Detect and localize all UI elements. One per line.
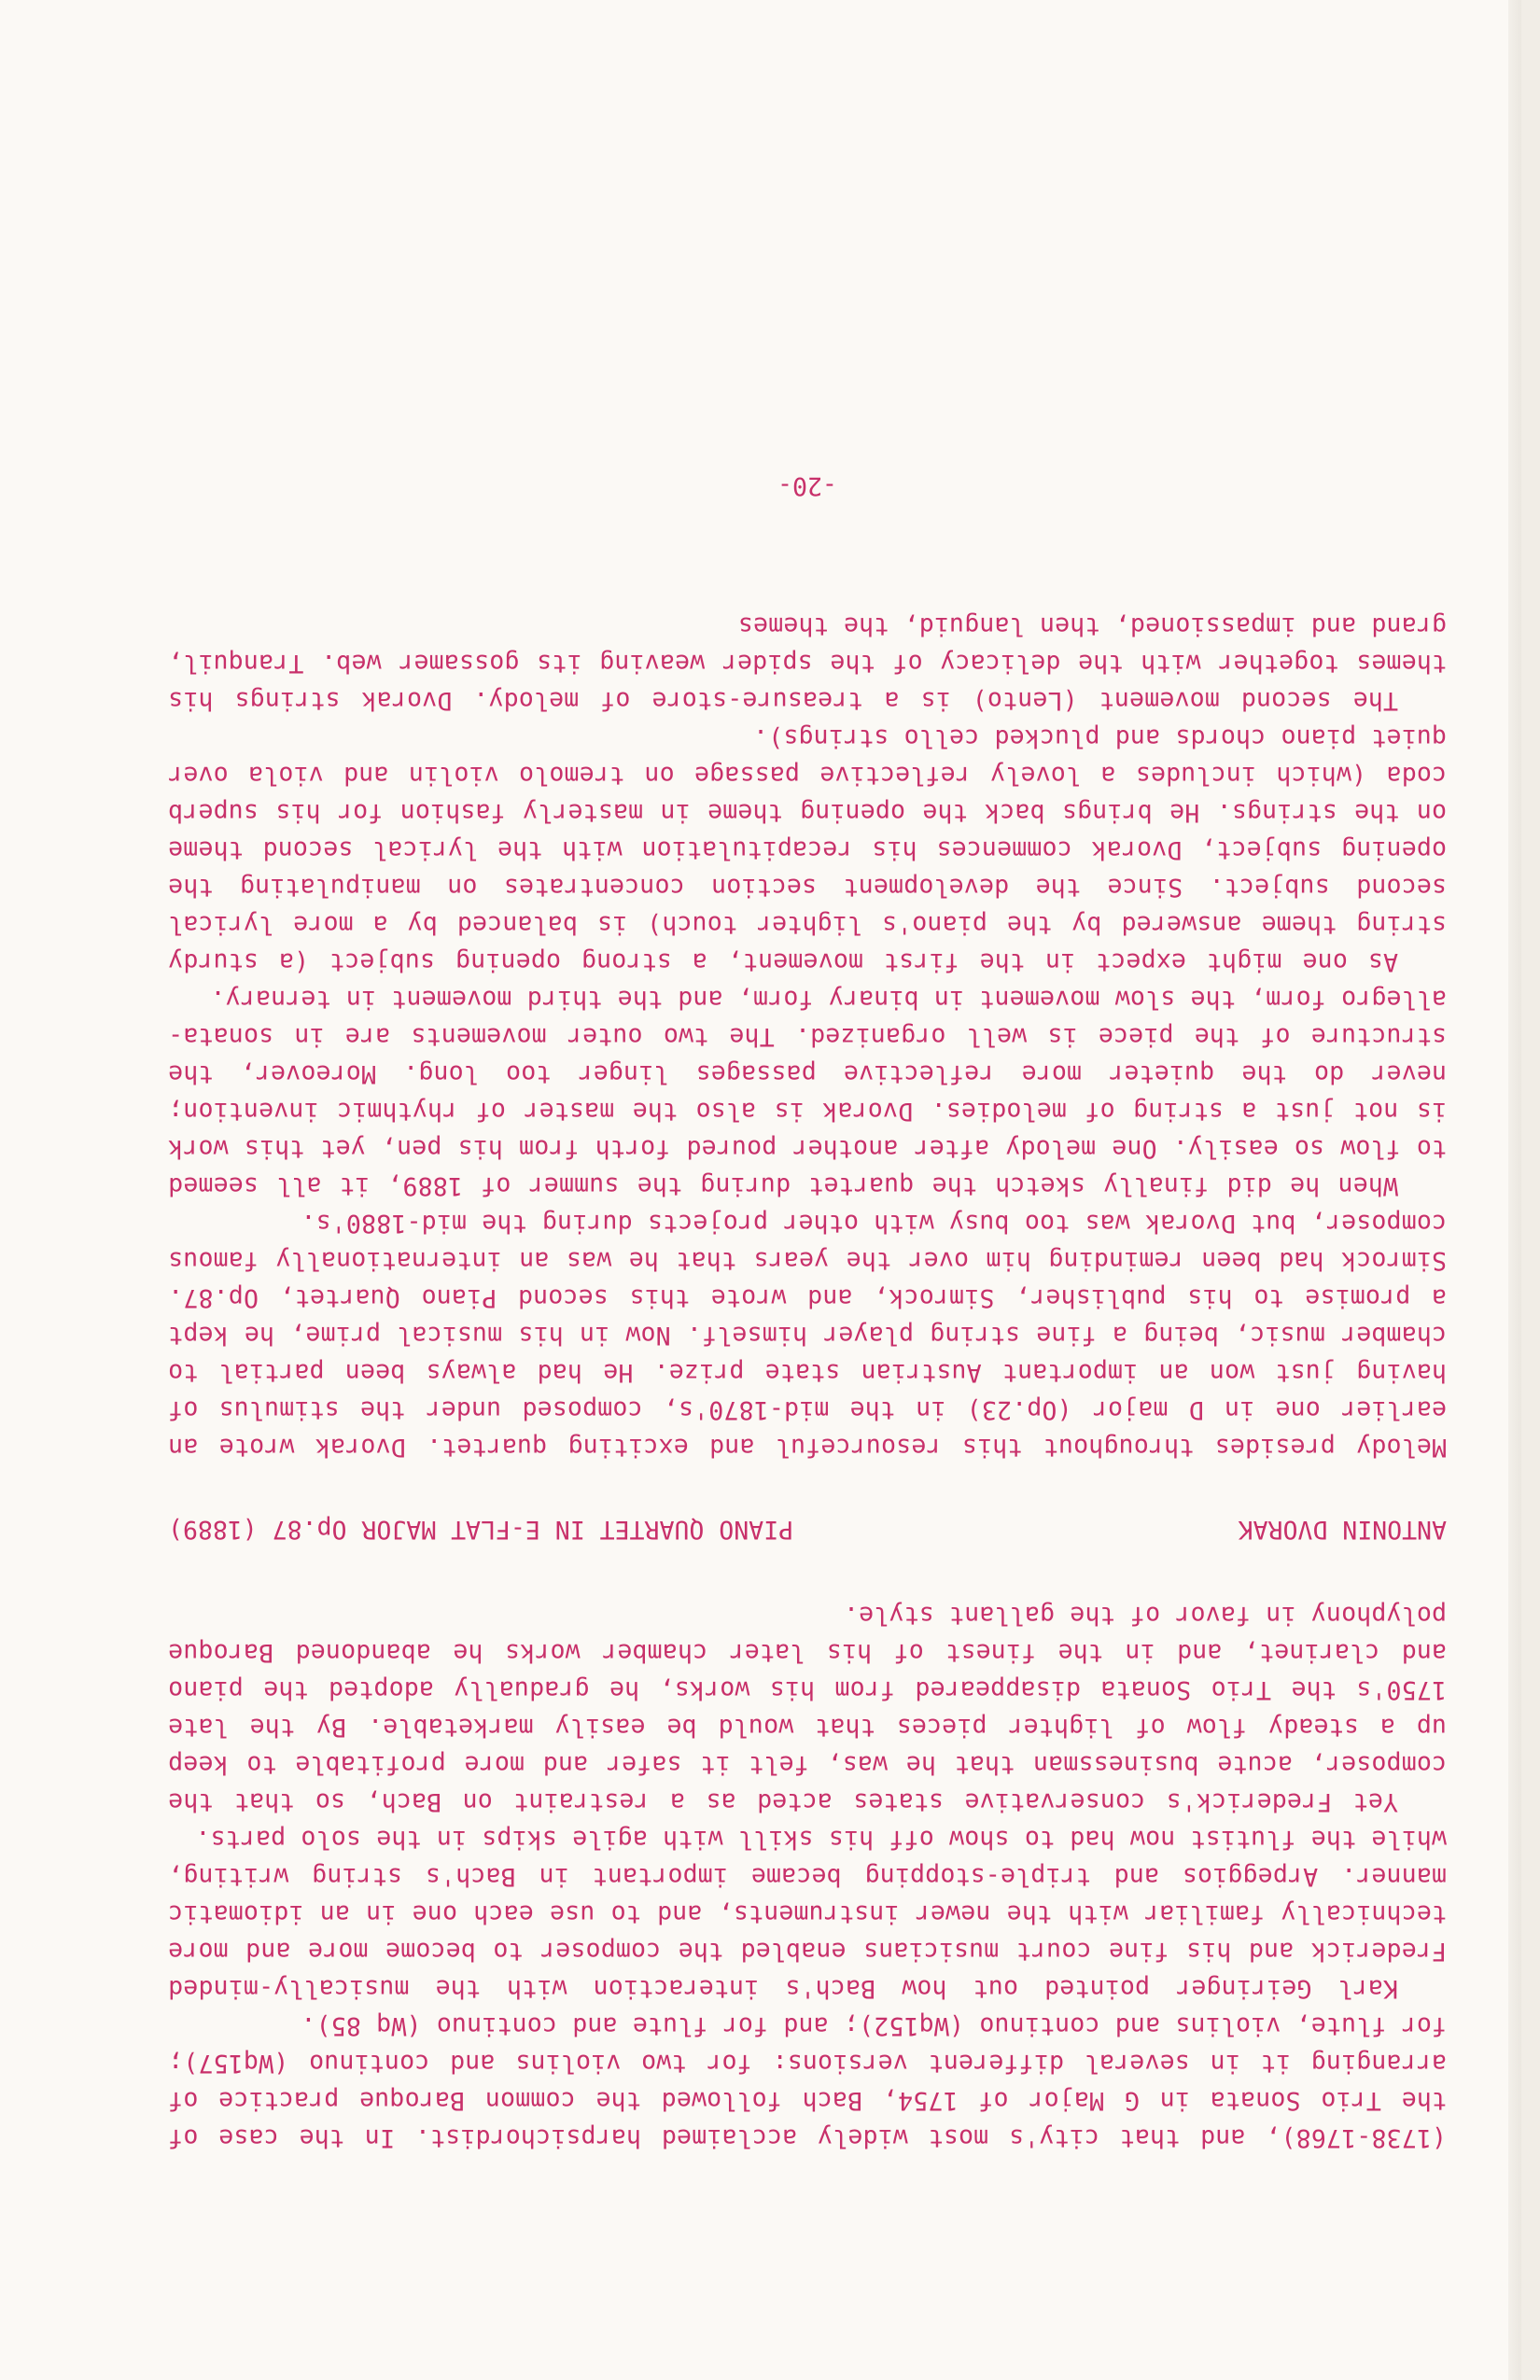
paragraph-frederick: Yet Frederick's conservative states acted as a restraint on Bach, so that the composer, acute businessman that he was, felt it safer and more profitable to keep up a steady flow of lighter pieces that would be easily marketable. By the late 1750's the Trio Sonata disappeared from his works, he gradually adopted the piano and clarinet, and in the finest of his later chamber works he abandoned Baroque polyphony in favor of the gallant style. [168, 1601, 1447, 1816]
paragraph-second-movement: The second movement (Lento) is a treasure-store of melody. Dvorak strings his themes together with the delicacy of the spider weaving its gossamer web. Tranquil, grand and impassioned, then languid, the themes [168, 611, 1447, 715]
page-number: -20- [777, 471, 837, 500]
section-heading [168, 1510, 1447, 1547]
paragraph-geiringer: Karl Geiringer pointed out how Bach's interaction with the musically-minded Frederick and his fine court musicians enabled the composer to become more and more technically familiar with the newer instruments, and to use each one in an idiomatic manner. Arpeggios and triple-stopping became important in Bach's string writing, while the flutist now had to show off his skill with agile skips in the solo parts. [168, 1825, 1447, 2003]
paragraph-melody-presides: Melody presides throughout this resourceful and exciting quartet. Dvorak wrote an earlier one in D major (Op.23) in the mid-1870's, composed under the stimulus of having just won an important Austrian state prize. He had always been partial to chamber music, being a fine string player himself. Now in his musical prime, he kept a promise to his publisher, Simrock, and wrote this second Piano Quartet, Op.87. Simrock had been reminding him over the years that he was an internationally famous composer, but Dvorak was too busy with other projects during the mid-1880's. [168, 1209, 1447, 1462]
heading-composer: ANTONIN DVORAK [1238, 1515, 1447, 1544]
paragraph-summer-1889: When he did finally sketch the quartet during the summer of 1889, it all seemed to flow so easily. One melody after another poured forth from his pen, yet this work is not just a string of melodies. Dvorak is also the master of rhythmic invention; never do the quieter more reflective passages linger too long. Moreover, the structure of the piece is well organized. The two outer movements are in sonata-allegro form, the slow movement in binary form, and the third movement in ternary. [168, 985, 1447, 1200]
page-content [168, 467, 1447, 2156]
heading-work-title: PIANO QUARTET IN E-FLAT MAJOR Op.87 (1889) [168, 1515, 794, 1544]
paragraph-bach-versions: (1738-1768), and that city's most widely acclaimed harpsichordist. In the case of the Trio Sonata in G Major of 1754, Bach followed the common Baroque practice of arranging it in several different versions: for two violins and continuo (Wq157); for flute, violins and continuo (Wq152); and for flute and continuo (Wq 85). [168, 2011, 1447, 2152]
paragraph-first-movement: As one might expect in the first movement, a strong opening subject (a sturdy string theme answered by the piano's lighter touch) is balanced by a more lyrical second subject. Since the development section concentrates on manipulating the opening subject, Dvorak commences his recapitulation with the lyrical second theme on the strings. He brings back the opening theme in masterly fashion for his superb coda (which includes a lovely reflective passage on tremolo violin and viola over quiet piano chords and plucked cello strings). [168, 723, 1447, 976]
